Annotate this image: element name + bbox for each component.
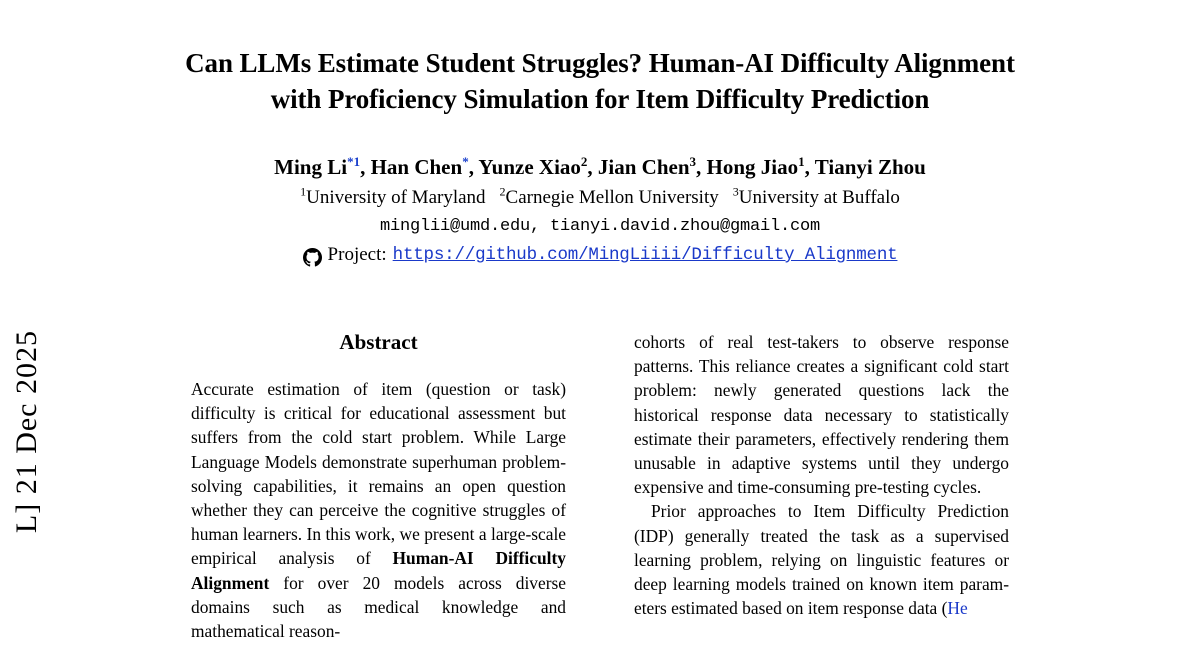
project-link-row — [0, 244, 1200, 266]
intro-p2-part-b: eters estimated based on item response data ( — [634, 598, 948, 619]
abstract-part-b: for over 20 models across diverse domains such as medical knowledge and mathematical reason- — [191, 572, 566, 642]
author-sup-4: 3 — [689, 154, 697, 169]
project-url-link[interactable]: https://github.com/MingLiiii/Difficulty_Alignment — [392, 245, 898, 265]
author-emails: minglii@umd.edu, tianyi.david.zhou@gmail.com — [379, 217, 821, 236]
abstract-paragraph — [191, 377, 566, 643]
project-label: Project: — [327, 244, 387, 265]
abstract-part-a: Accurate estimation of item (question or task) difficulty is critical for educational assessment but suffers from the cold start problem. While Large Language Models demonstrate superhuman problem-solving capabilities, it remains an open question whether they can perceive the cognitive struggles of human learners. In this work, we present a large-scale empirical analysis of — [191, 379, 566, 569]
author-sup-3: 2 — [580, 154, 588, 169]
author-ming-li: Ming Li — [274, 155, 348, 179]
citation-link[interactable]: He — [947, 598, 968, 619]
author-sup-2: * — [462, 154, 469, 169]
author-yunze-xiao: Yunze Xiao — [478, 155, 581, 179]
author-hong-jiao: Hong Jiao — [706, 155, 799, 179]
right-column — [634, 330, 1009, 643]
affiliation-2: Carnegie Mellon University — [505, 187, 719, 208]
abstract-heading: Abstract — [339, 330, 418, 354]
intro-p2-part-a: Prior approaches to Item Difficulty Prediction (IDP) generally treated the task as a supervised learning problem, relying on linguistic features or deep learning models trained on known item param- — [634, 501, 1009, 595]
intro-text — [634, 330, 1009, 620]
github-icon — [303, 248, 322, 267]
author-sup-1: *1 — [347, 154, 361, 169]
abstract-text — [191, 377, 566, 643]
affiliation-1: University of Maryland — [306, 187, 486, 208]
abstract-bold-term: Human-AI Difficulty Alignment — [191, 548, 566, 593]
affiliation-3: University at Buffalo — [738, 187, 900, 208]
two-column-body — [0, 330, 1200, 643]
author-sup-5: 1 — [798, 154, 805, 169]
author-jian-chen: Jian Chen — [597, 155, 690, 179]
left-column — [191, 330, 566, 643]
page-title — [120, 45, 1080, 117]
author-han-chen: Han Chen — [370, 155, 463, 179]
author-tianyi-zhou: Tianyi Zhou — [814, 155, 926, 179]
affiliation-sup-3: 3 — [732, 184, 739, 199]
title-line-2: with Proficiency Simulation for Item Difficulty Prediction — [270, 84, 930, 114]
title-line-1: Can LLMs Estimate Student Struggles? Human-AI Difficulty Alignment — [185, 48, 1015, 78]
affiliation-sup-1: 1 — [300, 184, 307, 199]
intro-paragraph-2 — [634, 499, 1009, 620]
author-list: Ming Li$^{*1}$, Han Chen*, Yunze Xiao$^2$, Jian Chen$^3$, Hong Jiao$^1$, Tianyi Zhou — [274, 154, 926, 179]
arxiv-stamp: L] 21 Dec 2025 — [10, 330, 43, 534]
affiliation-list — [0, 186, 1200, 210]
intro-paragraph-1: cohorts of real test-takers to observe response patterns. This reliance creates a significant cold start problem: newly generated questions lack the historical response data necessary to statistically estimate their parameters, effectively rendering them unusable in adaptive systems until they undergo expensive and time-consuming pre-testing cycles. — [634, 332, 1009, 498]
affiliation-sup-2: 2 — [499, 184, 506, 199]
